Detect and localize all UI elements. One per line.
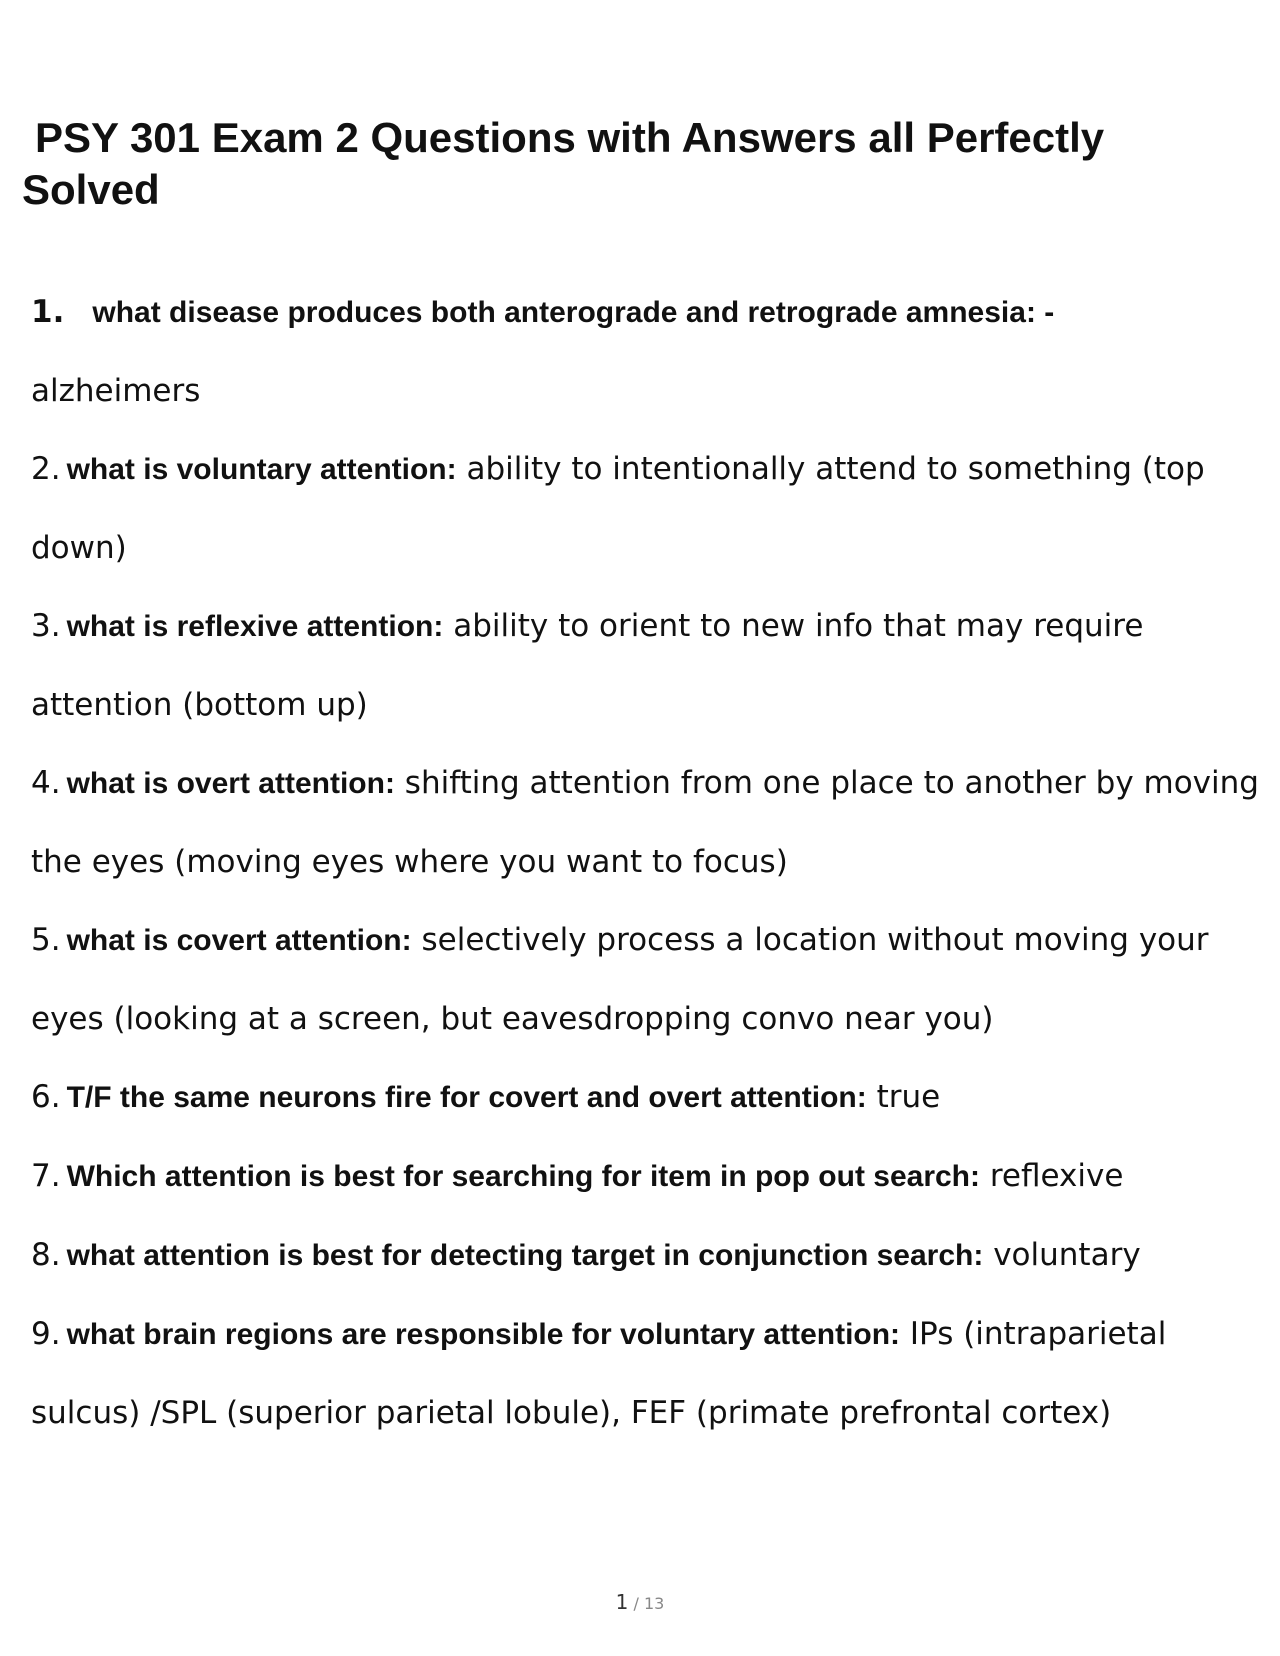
list-item (31, 744, 1271, 901)
item-number: 6. (31, 1079, 61, 1115)
item-number: 7. (31, 1158, 61, 1194)
question-text: what attention is best for detecting target in conjunction search: (66, 1239, 984, 1272)
list-item (31, 1295, 1271, 1452)
question-text: what is overt attention: (66, 767, 395, 800)
list-item (31, 430, 1271, 587)
current-page-number: 1 (615, 1590, 629, 1614)
question-list (31, 273, 1271, 1452)
total-pages: 13 (643, 1594, 665, 1613)
list-item (31, 901, 1271, 1058)
item-number: 5. (31, 922, 61, 958)
item-number: 4. (31, 765, 61, 801)
list-item (31, 587, 1271, 744)
item-number: 2. (31, 451, 61, 487)
answer-text: voluntary (993, 1237, 1141, 1273)
answer-text: alzheimers (31, 373, 201, 409)
answer-text: ability to intentionally attend to something (top down) (31, 451, 1205, 566)
item-number: 1. (31, 294, 65, 330)
page-title: PSY 301 Exam 2 Questions with Answers all Perfectly Solved (22, 114, 1105, 213)
question-text: what is voluntary attention: (66, 453, 457, 486)
list-item (31, 1058, 1271, 1137)
list-item (31, 273, 1271, 430)
list-item (31, 1216, 1271, 1295)
answer-text: shifting attention from one place to another by moving the eyes (moving eyes where you want to focus) (31, 765, 1259, 880)
question-text: what is covert attention: (66, 924, 412, 957)
item-number: 8. (31, 1237, 61, 1273)
question-text: Which attention is best for searching for item in pop out search: (66, 1160, 980, 1193)
page-number-footer (0, 1590, 1280, 1614)
answer-text: IPs (intraparietal sulcus) /SPL (superior parietal lobule), FEF (primate prefrontal cortex) (31, 1316, 1167, 1431)
answer-text: reflexive (989, 1158, 1124, 1194)
list-item (31, 1137, 1271, 1216)
item-number: 9. (31, 1316, 61, 1352)
answer-text: true (876, 1079, 941, 1115)
question-text: what is reflexive attention: (66, 610, 444, 643)
question-text: T/F the same neurons fire for covert and overt attention: (66, 1081, 867, 1114)
answer-text: selectively process a location without moving your eyes (looking at a screen, but eavesdropping convo near you) (31, 922, 1209, 1037)
question-text: what brain regions are responsible for voluntary attention: (66, 1318, 901, 1351)
question-text: what disease produces both anterograde and retrograde amnesia: - (92, 296, 1055, 329)
answer-text: ability to orient to new info that may require attention (bottom up) (31, 608, 1144, 723)
item-number: 3. (31, 608, 61, 644)
page-separator: / (633, 1594, 639, 1613)
